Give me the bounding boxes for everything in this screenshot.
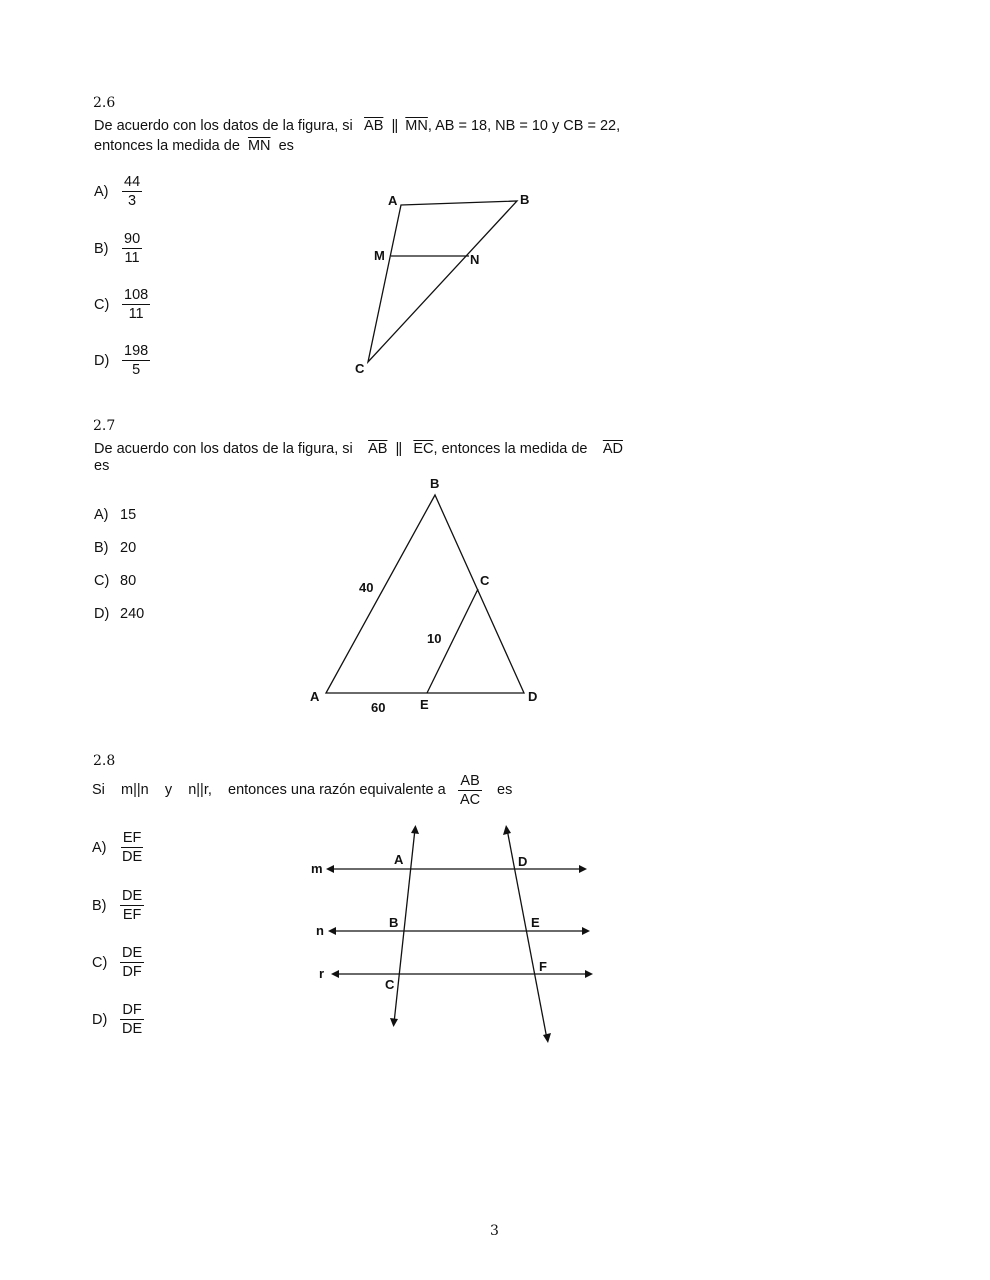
- figure-2-8: [311, 825, 593, 1043]
- vertex-label-e: E: [420, 697, 429, 712]
- numerator: DE: [122, 945, 143, 961]
- q26-line2-post: es: [278, 138, 294, 154]
- question-2-8-line1: [92, 782, 446, 798]
- option-value: 80: [120, 573, 137, 589]
- denominator: 3: [128, 193, 137, 209]
- segment-ec: $\overline{EC}$: [413, 441, 434, 457]
- option-label: A): [94, 507, 109, 523]
- point-label-f: F: [539, 959, 547, 974]
- option-b-2-7[interactable]: [94, 540, 136, 556]
- q28-text: entonces una razón equivalente a: [228, 782, 446, 798]
- denominator: DE: [122, 849, 143, 865]
- figure-2-6: [355, 192, 529, 376]
- point-label-a: A: [394, 852, 404, 867]
- fraction: [120, 1001, 144, 1038]
- line-label-n: n: [316, 923, 324, 938]
- ratio-numerator: AB: [460, 773, 480, 789]
- q28-rel2: n||r,: [188, 782, 212, 798]
- arrow-right-n: [582, 927, 590, 935]
- point-label-d: D: [518, 854, 528, 869]
- segment-ab: $\overline{AB}$: [368, 441, 388, 457]
- numerator: 198: [124, 343, 149, 359]
- option-label: C): [92, 954, 108, 971]
- option-label: B): [92, 897, 107, 914]
- vertex-label-b: B: [520, 192, 530, 207]
- length-label-ae: 60: [371, 700, 386, 715]
- ratio-ab-ac: [458, 772, 482, 809]
- arrow-up-left: [411, 825, 419, 834]
- option-value: 15: [120, 507, 137, 523]
- option-value: 20: [120, 540, 137, 556]
- question-number-2-7: 2.7: [93, 418, 116, 434]
- option-label: D): [94, 352, 110, 369]
- page-number: 3: [490, 1223, 499, 1239]
- point-label-n: N: [470, 252, 480, 267]
- option-c-2-7[interactable]: [94, 573, 136, 589]
- point-label-e: E: [531, 915, 540, 930]
- denominator: DE: [122, 1021, 143, 1037]
- denominator: 11: [124, 250, 140, 266]
- q28-es: es: [497, 782, 513, 798]
- q27-line2: es: [94, 458, 110, 474]
- parallel-symbol: ||: [395, 440, 402, 457]
- triangle-abd: [326, 495, 524, 693]
- numerator: EF: [122, 830, 142, 846]
- line-label-r: r: [319, 966, 325, 981]
- ratio-denominator: AC: [460, 792, 481, 808]
- option-a-2-7[interactable]: [94, 507, 136, 523]
- numerator: 90: [124, 231, 141, 247]
- q28-rel1: m||n: [121, 782, 149, 798]
- option-label: B): [94, 240, 109, 257]
- numerator: 108: [124, 287, 149, 303]
- fraction: [120, 829, 144, 866]
- segment-ad: $\overline{AD}$: [602, 441, 623, 457]
- arrow-down-left: [390, 1018, 398, 1027]
- q28-si: Si: [92, 782, 105, 798]
- arrow-right-m: [579, 865, 587, 873]
- vertex-label-a: A: [388, 193, 398, 208]
- q26-intro: De acuerdo con los datos de la figura, si: [94, 118, 353, 134]
- question-2-7-line1: [94, 440, 623, 457]
- option-label: B): [94, 540, 109, 556]
- length-label-ab: 40: [359, 580, 374, 595]
- option-label: A): [94, 183, 109, 200]
- parallel-symbol: ||: [391, 117, 398, 134]
- option-a-2-8[interactable]: [92, 829, 144, 866]
- arrow-up-right: [503, 825, 511, 835]
- vertex-label-d: D: [528, 689, 538, 704]
- option-label: D): [92, 1011, 108, 1028]
- q26-data: , AB = 18, NB = 10 y CB = 22,: [427, 118, 621, 134]
- denominator: 5: [132, 362, 141, 378]
- q28-y: y: [164, 782, 173, 798]
- vertex-label-b: B: [430, 476, 440, 491]
- numerator: DF: [122, 1002, 142, 1018]
- option-label: D): [94, 606, 110, 622]
- numerator: 44: [124, 174, 141, 190]
- numerator: DE: [122, 888, 143, 904]
- option-label: A): [92, 839, 107, 856]
- option-label: C): [94, 573, 110, 589]
- point-label-m: M: [374, 248, 385, 263]
- point-label-c: C: [385, 977, 395, 992]
- vertex-label-a: A: [310, 689, 320, 704]
- segment-mn: $\overline{MN}$: [405, 118, 428, 134]
- arrow-left-r: [331, 970, 339, 978]
- arrow-left-n: [328, 927, 336, 935]
- option-c-2-8[interactable]: [92, 944, 144, 981]
- denominator: EF: [122, 907, 142, 923]
- option-value: 240: [120, 606, 145, 622]
- denominator: 11: [128, 306, 144, 322]
- point-label-b: B: [389, 915, 399, 930]
- option-d-2-8[interactable]: [92, 1001, 144, 1038]
- option-b-2-8[interactable]: [92, 887, 144, 924]
- figure-2-7: [310, 476, 537, 715]
- q27-mid: , entonces la medida de: [433, 441, 588, 457]
- option-label: C): [94, 296, 110, 313]
- vertex-label-c: C: [355, 361, 365, 376]
- q26-line2-pre: entonces la medida de: [94, 138, 240, 154]
- arrow-left-m: [326, 865, 334, 873]
- option-d-2-7[interactable]: [94, 606, 144, 622]
- fraction: [120, 887, 144, 924]
- denominator: DF: [122, 964, 142, 980]
- triangle-abc: [368, 201, 517, 362]
- line-label-m: m: [311, 861, 323, 876]
- arrow-down-right: [543, 1033, 551, 1043]
- segment-mn-2: $\overline{MN}$: [247, 138, 271, 154]
- question-number-2-6: 2.6: [93, 95, 116, 111]
- vertex-label-c: C: [480, 573, 490, 588]
- arrow-right-r: [585, 970, 593, 978]
- segment-ab: $\overline{AB}$: [364, 118, 384, 134]
- question-number-2-8: 2.8: [93, 753, 116, 769]
- length-label-ec: 10: [427, 631, 442, 646]
- q27-intro: De acuerdo con los datos de la figura, si: [94, 441, 353, 457]
- fraction: [120, 944, 144, 981]
